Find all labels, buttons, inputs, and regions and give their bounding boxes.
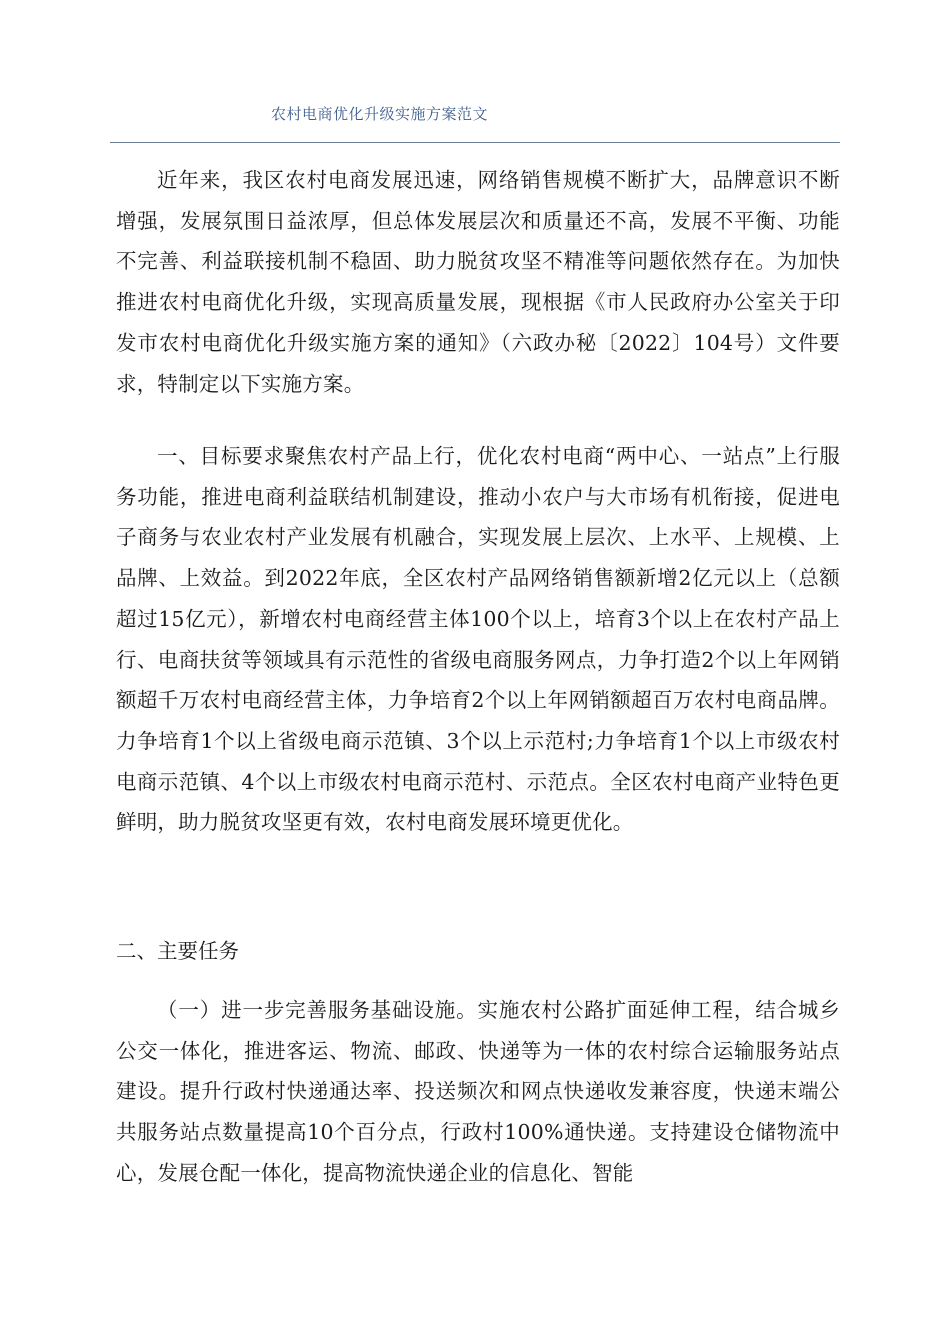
header-divider (110, 142, 840, 143)
goals-paragraph: 一、目标要求聚焦农村产品上行，优化农村电商“两中心、一站点”上行服务功能，推进电商利益联结机制建设，推动小农户与大市场有机衔接，促进电子商务与农业农村产业发展有机融合，实现发展上层次、上水平、上规模、上品牌、上效益。到2022年底，全区农村产品网络销售额新增2亿元以上（总额超过15亿元），新增农村电商经营主体100个以上，培育3个以上在农村产品上行、电商扶贫等领域具有示范性的省级电商服务网点，力争打造2个以上年网销额超千万农村电商经营主体，力争培育2个以上年网销额超百万农村电商品牌。力争培育1个以上省级电商示范镇、3个以上示范村;力争培育1个以上市级农村电商示范镇、4个以上市级农村电商示范村、示范点。全区农村电商产业特色更鲜明，助力脱贫攻坚更有效，农村电商发展环境更优化。 (116, 444, 840, 835)
task-one-paragraph: （一）进一步完善服务基础设施。实施农村公路扩面延伸工程，结合城乡公交一体化，推进客运、物流、邮政、快递等为一体的农村综合运输服务站点建设。提升行政村快递通达率、投送频次和网点快递收发兼容度，快递末端公共服务站点数量提高10个百分点，行政村100%通快递。支持建设仓储物流中心，发展仓配一体化，提高物流快递企业的信息化、智能 (116, 998, 840, 1185)
section-heading-main-tasks: 二、主要任务 (116, 939, 239, 963)
document-header-title: 农村电商优化升级实施方案范文 (271, 105, 489, 123)
intro-paragraph: 近年来，我区农村电商发展迅速，网络销售规模不断扩大，品牌意识不断增强，发展氛围日益浓厚，但总体发展层次和质量还不高，发展不平衡、功能不完善、利益联接机制不稳固、助力脱贫攻坚不精准等问题依然存在。为加快推进农村电商优化升级，实现高质量发展，现根据《市人民政府办公室关于印发市农村电商优化升级实施方案的通知》（六政办秘〔2022〕104号）文件要求，特制定以下实施方案。 (116, 168, 840, 396)
